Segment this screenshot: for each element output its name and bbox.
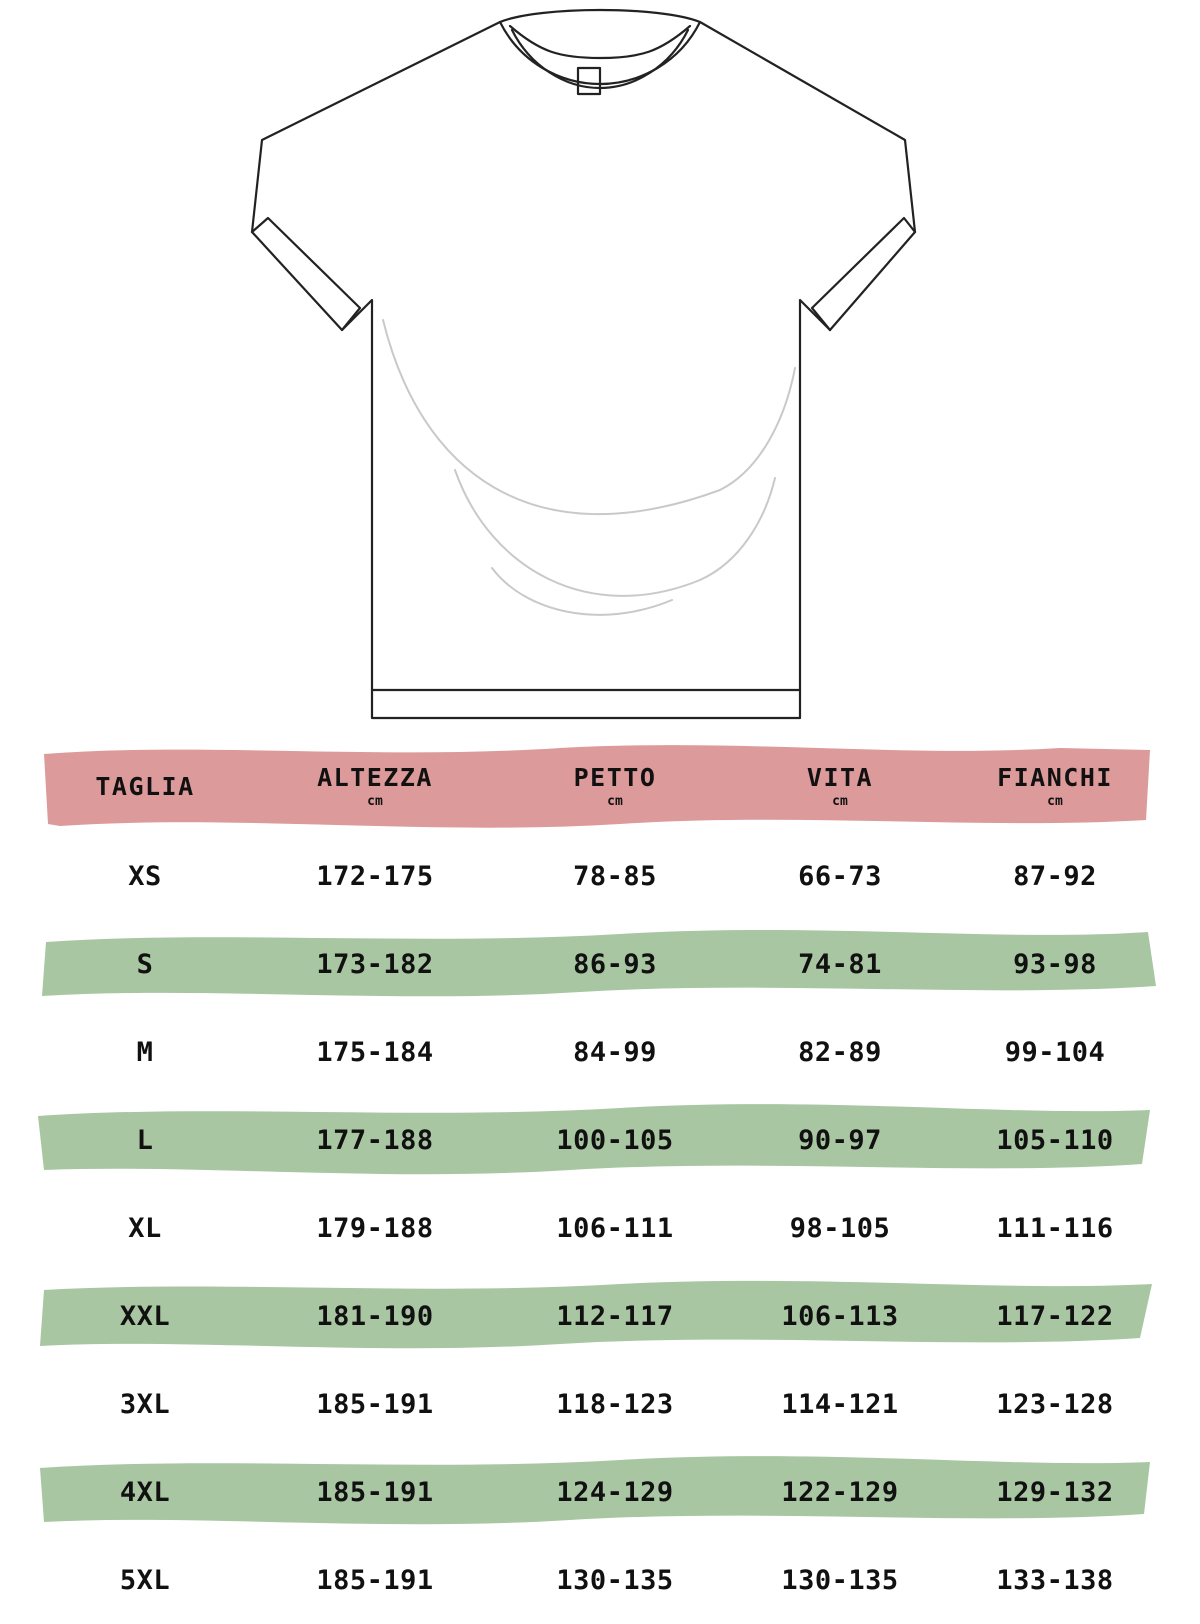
tshirt-svg bbox=[0, 0, 1200, 740]
cell-taglia: L bbox=[136, 1124, 154, 1156]
cell-vita: 122-129 bbox=[781, 1476, 899, 1508]
header-fianchi-unit: cm bbox=[1047, 794, 1063, 809]
table-row bbox=[0, 1536, 1200, 1624]
cell-vita: 66-73 bbox=[798, 860, 882, 892]
table-row bbox=[0, 832, 1200, 920]
cell-taglia: 3XL bbox=[119, 1388, 171, 1420]
cell-taglia: S bbox=[136, 948, 154, 980]
cell-altezza: 179-188 bbox=[316, 1212, 434, 1244]
cell-fianchi: 87-92 bbox=[1013, 860, 1097, 892]
header-altezza-unit: cm bbox=[367, 794, 383, 809]
cell-altezza: 177-188 bbox=[316, 1124, 434, 1156]
cell-vita: 98-105 bbox=[789, 1212, 891, 1244]
cell-petto: 112-117 bbox=[556, 1300, 674, 1332]
cell-fianchi: 133-138 bbox=[996, 1564, 1114, 1596]
cell-altezza: 185-191 bbox=[316, 1564, 434, 1596]
cell-petto: 118-123 bbox=[556, 1388, 674, 1420]
cell-taglia: M bbox=[136, 1036, 154, 1068]
header-fianchi-label: FIANCHI bbox=[997, 763, 1113, 792]
table-row bbox=[0, 1008, 1200, 1096]
cell-taglia: 5XL bbox=[119, 1564, 171, 1596]
cell-vita: 114-121 bbox=[781, 1388, 899, 1420]
size-chart-table bbox=[0, 740, 1200, 1624]
cell-altezza: 173-182 bbox=[316, 948, 434, 980]
cell-vita: 82-89 bbox=[798, 1036, 882, 1068]
cell-vita: 90-97 bbox=[798, 1124, 882, 1156]
cell-petto: 84-99 bbox=[573, 1036, 657, 1068]
cell-taglia: 4XL bbox=[119, 1476, 171, 1508]
header-taglia bbox=[40, 772, 250, 801]
cell-petto: 78-85 bbox=[573, 860, 657, 892]
table-row bbox=[0, 1184, 1200, 1272]
cell-petto: 86-93 bbox=[573, 948, 657, 980]
cell-fianchi: 111-116 bbox=[996, 1212, 1114, 1244]
cell-altezza: 175-184 bbox=[316, 1036, 434, 1068]
header-fianchi bbox=[950, 763, 1160, 809]
cell-vita: 130-135 bbox=[781, 1564, 899, 1596]
cell-petto: 100-105 bbox=[556, 1124, 674, 1156]
table-row bbox=[0, 1448, 1200, 1536]
cell-petto: 106-111 bbox=[556, 1212, 674, 1244]
header-vita bbox=[730, 763, 950, 809]
cell-altezza: 185-191 bbox=[316, 1388, 434, 1420]
cell-taglia: XXL bbox=[119, 1300, 171, 1332]
cell-vita: 74-81 bbox=[798, 948, 882, 980]
header-altezza bbox=[250, 763, 500, 809]
header-vita-label: VITA bbox=[806, 763, 874, 792]
header-altezza-label: ALTEZZA bbox=[317, 763, 433, 792]
cell-altezza: 185-191 bbox=[316, 1476, 434, 1508]
header-petto-unit: cm bbox=[607, 794, 623, 809]
cell-fianchi: 99-104 bbox=[1004, 1036, 1106, 1068]
table-row bbox=[0, 920, 1200, 1008]
cell-fianchi: 129-132 bbox=[996, 1476, 1114, 1508]
cell-altezza: 181-190 bbox=[316, 1300, 434, 1332]
table-row bbox=[0, 1272, 1200, 1360]
table-row bbox=[0, 1096, 1200, 1184]
header-petto bbox=[500, 763, 730, 809]
table-header-row bbox=[0, 740, 1200, 832]
cell-taglia: XS bbox=[128, 860, 162, 892]
cell-fianchi: 105-110 bbox=[996, 1124, 1114, 1156]
cell-vita: 106-113 bbox=[781, 1300, 899, 1332]
table-row bbox=[0, 1360, 1200, 1448]
cell-altezza: 172-175 bbox=[316, 860, 434, 892]
cell-taglia: XL bbox=[128, 1212, 162, 1244]
header-petto-label: PETTO bbox=[573, 763, 657, 792]
cell-petto: 124-129 bbox=[556, 1476, 674, 1508]
cell-petto: 130-135 bbox=[556, 1564, 674, 1596]
cell-fianchi: 93-98 bbox=[1013, 948, 1097, 980]
tshirt-illustration bbox=[0, 0, 1200, 740]
cell-fianchi: 117-122 bbox=[996, 1300, 1114, 1332]
header-vita-unit: cm bbox=[832, 794, 848, 809]
header-taglia-label: TAGLIA bbox=[95, 771, 195, 801]
cell-fianchi: 123-128 bbox=[996, 1388, 1114, 1420]
